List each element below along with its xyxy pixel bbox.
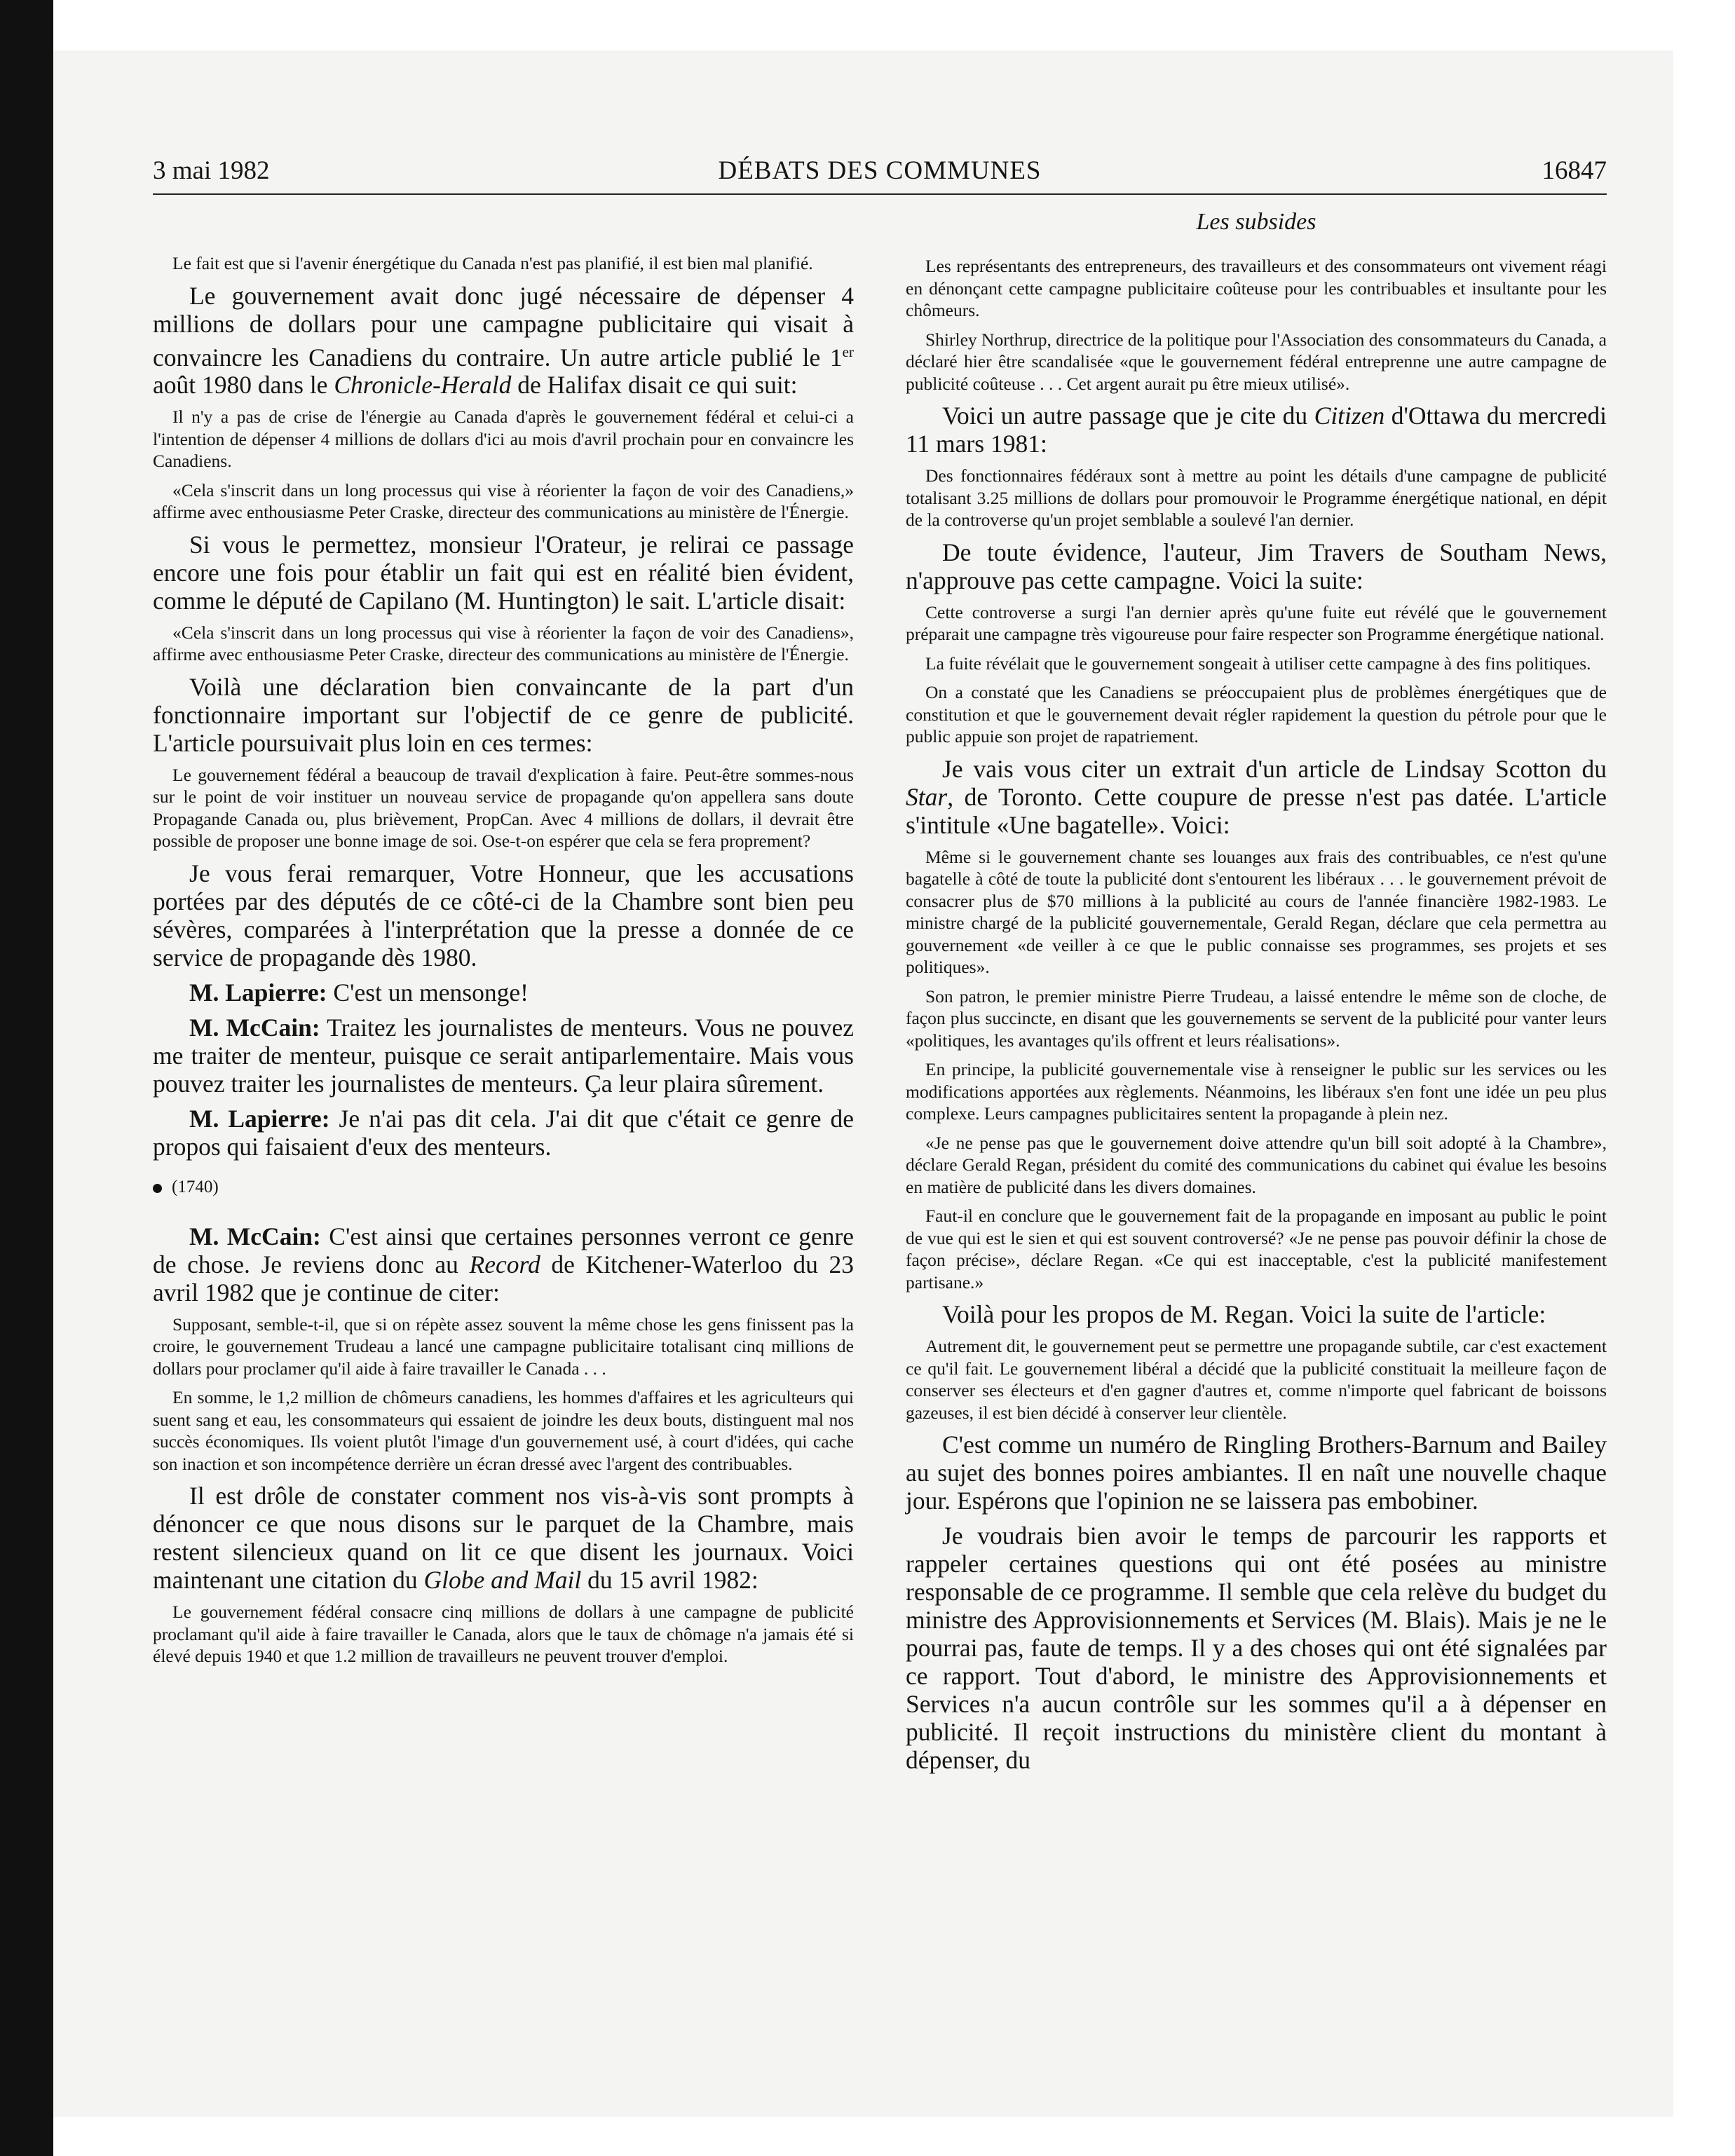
scan-right-margin [1673,0,1735,2156]
section-title: Les subsides [1196,209,1316,235]
body-paragraph: De toute évidence, l'auteur, Jim Travers de Southam News, n'approuve pas cette campagne. Voici la suite: [906,538,1607,594]
body-paragraph: Je vais vous citer un extrait d'un article de Lindsay Scotton du Star, de Toronto. Cette coupure de presse n'est pas datée. L'article s'intitule «Une bagatelle». Voici: [906,754,1607,839]
quote-paragraph: Faut-il en conclure que le gouvernement fait de la propagande en imposant au public le point de vue qui est le sien et qui est souvent controversé? «Je ne pense pas pouvoir définir la chose de façon précise», déclare Regan. «Ce qui est inacceptable, c'est la publicité manifestement partisane.» [906,1206,1607,1292]
speaker-name: M. Lapierre: [189,1104,330,1133]
speaker-paragraph: M. McCain: Traitez les journalistes de menteurs. Vous ne pouvez me traiter de menteur, puisque ce serait antiparlementaire. Mais vous pouvez traiter les journalistes de menteurs. Ça leur plaira sûrement. [153,1013,854,1098]
header-rule [153,193,1607,195]
body-paragraph: Voilà pour les propos de M. Regan. Voici la suite de l'article: [942,1300,1546,1328]
body-paragraph: C'est comme un numéro de Ringling Brothers-Barnum and Bailey au sujet des bonnes poires ambiantes. Il en naît une nouvelle chaque jour. Espérons que l'opinion ne se laissera pas embobiner. [906,1431,1607,1515]
quote-paragraph: En somme, le 1,2 million de chômeurs canadiens, les hommes d'affaires et les agriculteurs qui suent sang et eau, les consommateurs qui essaient de joindre les deux bouts, distinguent mal nos succès économiques. Ils voient plutôt l'image d'un gouvernement usé, à court d'idées, qui cache son inaction et son incompétence derrière un écran dressé avec l'argent des contribuables. [153,1387,854,1474]
quote-paragraph: Le fait est que si l'avenir énergétique du Canada n'est pas planifié, il est bien mal planifié. [172,253,813,273]
timestamp: (1740) [153,1178,854,1197]
body-paragraph: Voici un autre passage que je cite du Citizen d'Ottawa du mercredi 11 mars 1981: [906,402,1607,458]
body-paragraph: Je vous ferai remarquer, Votre Honneur, que les accusations portées par des députés de ce côté-ci de la Chambre sont bien peu sévères, comparées à l'interprétation que la presse a donnée de ce service de propagande dès 1980. [153,859,854,971]
quote-paragraph: On a constaté que les Canadiens se préoccupaient plus de problèmes énergétiques que de constitution et que le gouvernement devait régler rapidement la question du pétrole pour que le public appuie son projet de rapatriement. [906,682,1607,746]
quote-paragraph: Cette controverse a surgi l'an dernier après qu'une fuite eut révélé que le gouvernement préparait une campagne très vigoureuse pour faire respecter son Programme énergétique national. [906,601,1607,644]
bullet-icon [153,1184,162,1193]
quote-paragraph: Supposant, semble-t-il, que si on répète assez souvent la même chose les gens finissent pas la croire, le gouvernement Trudeau a lancé une campagne publicitaire totalisant cinq millions de dollars pour proclamer qu'il aide à faire travailler le Canada . . . [153,1314,854,1379]
document-page [153,156,1607,1774]
quote-paragraph: Les représentants des entrepreneurs, des travailleurs et des consommateurs ont vivement réagi en dénonçant cette campagne publicitaire coûteuse pour les contribuables et insultante pour les chômeurs. [906,256,1607,320]
speaker-paragraph: M. Lapierre: Je n'ai pas dit cela. J'ai dit que c'était ce genre de propos qui faisaient d'eux des menteurs. [153,1104,854,1161]
quote-paragraph: Autrement dit, le gouvernement peut se permettre une propagande subtile, car c'est exactement ce qu'il fait. Le gouvernement libéral a décidé que la publicité constituait la meilleure façon de conserver ses électeurs et d'en gagner d'autres et, comme n'importe quel fabricant de boissons gazeuses, il est bien décidé à conserver leur clientèle. [906,1336,1607,1423]
left-column [153,252,854,1674]
scan-bottom-margin [53,2117,1735,2156]
speaker-name: M. McCain: [189,1222,321,1250]
quote-paragraph: Le gouvernement fédéral a beaucoup de travail d'explication à faire. Peut-être sommes-nous sur le point de voir instituer un nouveau service de propagande qu'on appellera sans doute Propagande Canada ou, plus brièvement, PropCan. Avec 4 millions de dollars, il devrait être possible de proposer une bonne image de soi. Ose-t-on espérer que cela se fera proprement? [153,764,854,852]
header-page-number: 16847 [1542,156,1607,185]
header-title: DÉBATS DES COMMUNES [718,156,1042,185]
speaker-paragraph: M. McCain: C'est ainsi que certaines personnes verront ce genre de chose. Je reviens donc au Record de Kitchener-Waterloo du 23 avril 1982 que je continue de citer: [153,1222,855,1306]
body-paragraph: Si vous le permettez, monsieur l'Orateur, je relirai ce passage encore une fois pour établir un fait qui est en réalité bien évident, comme le député de Capilano (M. Huntington) le sait. L'article disait: [153,530,854,615]
quote-paragraph: Même si le gouvernement chante ses louanges aux frais des contribuables, ce n'est qu'une bagatelle à côté de toute la publicité dont s'entourent les libéraux . . . le gouvernement prévoit de consacrer plus de $70 millions à la publicité au cours de l'année financière 1982-1983. Le ministre chargé de la publicité gouvernementale, Gerald Regan, déclare que cela permettra au gouvernement «de veiller à ce que le public connaisse ses programmes, ses projets et ses politiques». [906,846,1607,977]
quote-paragraph: «Je ne pense pas que le gouvernement doive attendre qu'un bill soit adopté à la Chambre», déclare Gerald Regan, président du comité des communications du cabinet qui évalue les besoins en matière de publicité dans les divers domaines. [906,1132,1607,1197]
scan-top-margin [53,0,1735,50]
scan-left-border [0,0,53,2156]
quote-paragraph: Le gouvernement fédéral consacre cinq millions de dollars à une campagne de publicité proclamant qu'il aide à faire travailler le Canada, alors que le taux de chômage n'a jamais été si élevé depuis 1940 et que 1.2 million de travailleurs ne peuvent trouver d'emploi. [153,1602,854,1667]
body-paragraph: Le gouvernement avait donc jugé nécessaire de dépenser 4 millions de dollars pour une campagne publicitaire qui visait à convaincre les Canadiens du contraire. Un autre article publié le 1er août 1980 dans le Chronicle-Herald de Halifax disait ce qui suit: [153,281,854,400]
quote-paragraph: «Cela s'inscrit dans un long processus qui vise à réorienter la façon de voir des Canadiens», affirme avec enthousiasme Peter Craske, directeur des communications au ministère de l'Énergie. [153,622,854,665]
header-date: 3 mai 1982 [153,156,270,185]
quote-paragraph: Son patron, le premier ministre Pierre Trudeau, a laissé entendre le même son de cloche, de façon plus succincte, en disant que les gouvernements se servent de la publicité pour vanter leurs «politiques, les avantages qu'ils offrent et leurs réalisations». [906,985,1607,1051]
quote-paragraph: En principe, la publicité gouvernementale vise à renseigner le public sur les services ou les modifications apportées aux règlements. Néanmoins, les libéraux s'en font une idée un peu plus complexe. Leurs campagnes publicitaires sentent la propagande à plein nez. [906,1059,1607,1124]
quote-paragraph: Il n'y a pas de crise de l'énergie au Canada d'après le gouvernement fédéral et celui-ci a l'intention de dépenser 4 millions de dollars d'ici au mois d'avril prochain pour en convaincre les Canadiens. [153,407,854,472]
quote-paragraph: «Cela s'inscrit dans un long processus qui vise à réorienter la façon de voir des Canadiens,» affirme avec enthousiasme Peter Craske, directeur des communications au ministère de l'Énergie. [153,479,854,523]
speaker-name: M. McCain: [189,1013,320,1042]
body-paragraph: Il est drôle de constater comment nos vis-à-vis sont prompts à dénoncer ce que nous disons sur le parquet de la Chambre, mais restent silencieux quand on lit ce que disent les journaux. Voici maintenant une citation du Globe and Mail du 15 avril 1982: [153,1482,854,1595]
quote-paragraph: La fuite révélait que le gouvernement songeait à utiliser cette campagne à des fins politiques. [925,653,1591,674]
quote-paragraph: Shirley Northrup, directrice de la politique pour l'Association des consommateurs du Canada, a déclaré hier être scandalisée «que le gouvernement fédéral entreprenne une autre campagne de publicité coûteuse . . . Cet argent aurait pu être mieux utilisé». [906,329,1607,394]
body-paragraph: Je voudrais bien avoir le temps de parcourir les rapports et rappeler certaines questions qui ont été posées au ministre responsable de ce programme. Il semble que cela relève du budget du ministre des Approvisionnements et Services (M. Blais). Mais je ne le pourrai pas, faute de temps. Il y a des choses qui ont été signalées par ce rapport. Tout d'abord, le ministre des Approvisionnements et Services n'a aucun contrôle sur les sommes qu'il a à dépenser en publicité. Il reçoit instructions du ministère client du montant à dépenser, du [906,1522,1607,1774]
quote-paragraph: Des fonctionnaires fédéraux sont à mettre au point les détails d'une campagne de publicité totalisant 3.25 millions de dollars pour promouvoir le Programme énergétique national, en dépit de la controverse qu'un projet semblable a soulevé l'an dernier. [906,465,1607,530]
running-header [153,156,1607,188]
right-column [906,209,1607,1781]
speaker-paragraph: M. Lapierre: C'est un mensonge! [189,978,529,1007]
body-paragraph: Voilà une déclaration bien convaincante de la part d'un fonctionnaire important sur l'objectif de ce genre de publicité. L'article poursuivait plus loin en ces termes: [153,672,854,757]
speaker-name: M. Lapierre: [189,978,327,1007]
